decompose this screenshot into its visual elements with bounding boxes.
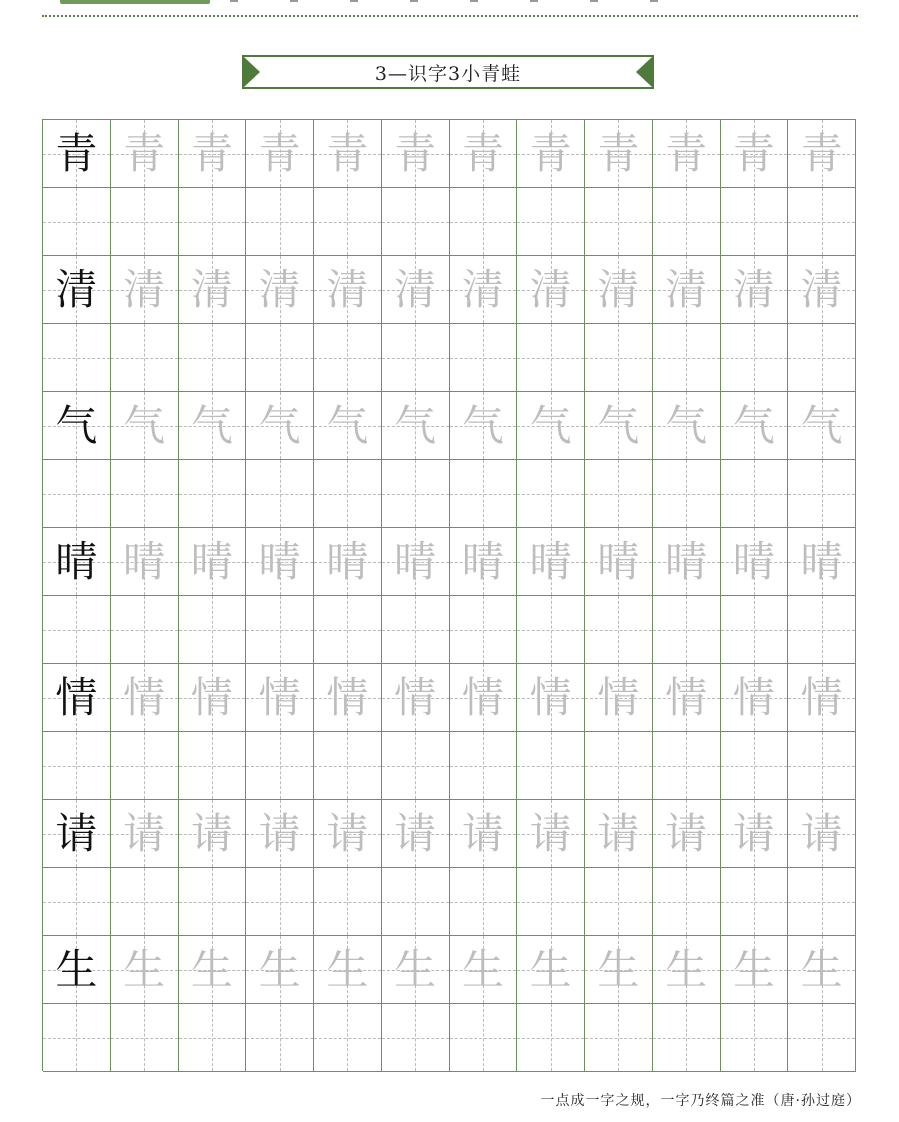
blank-practice-cell[interactable]: [111, 188, 179, 256]
blank-practice-cell[interactable]: [382, 1004, 450, 1072]
tracing-cell[interactable]: [43, 664, 111, 732]
trace-character: 请: [326, 808, 369, 858]
blank-practice-cell[interactable]: [721, 596, 789, 664]
tracing-cell[interactable]: [314, 800, 382, 868]
tracing-cell[interactable]: [246, 120, 314, 188]
blank-practice-cell[interactable]: [721, 460, 789, 528]
tracing-cell[interactable]: [721, 120, 789, 188]
tracing-cell[interactable]: [314, 528, 382, 596]
blank-practice-cell[interactable]: [246, 732, 314, 800]
trace-character: 情: [529, 672, 572, 722]
tracing-cell[interactable]: [450, 256, 518, 324]
trace-character: 清: [529, 264, 572, 314]
tracing-cell[interactable]: [788, 664, 856, 732]
practice-row: [43, 800, 856, 936]
tracing-cell[interactable]: [721, 800, 789, 868]
trace-character: 气: [326, 400, 369, 450]
tracing-cell[interactable]: [788, 120, 856, 188]
trace-character: 晴: [597, 536, 640, 586]
trace-character: 气: [732, 400, 775, 450]
trace-character: 气: [258, 400, 301, 450]
trace-character: 晴: [732, 536, 775, 586]
tracing-cell[interactable]: [653, 120, 721, 188]
blank-practice-cell[interactable]: [111, 324, 179, 392]
tracing-cell[interactable]: [382, 664, 450, 732]
tracing-cell[interactable]: [179, 936, 247, 1004]
trace-character: 晴: [394, 536, 437, 586]
trace-character: 气: [190, 400, 233, 450]
blank-practice-cell[interactable]: [721, 1004, 789, 1072]
blank-practice-cell[interactable]: [517, 1004, 585, 1072]
trace-character: 清: [326, 264, 369, 314]
trace-character: 晴: [461, 536, 504, 586]
trace-character: 清: [732, 264, 775, 314]
tracing-cell[interactable]: [111, 528, 179, 596]
tracing-cell[interactable]: [585, 392, 653, 460]
blank-practice-cell[interactable]: [450, 596, 518, 664]
tracing-cell[interactable]: [653, 800, 721, 868]
trace-character: 气: [123, 400, 166, 450]
blank-practice-cell[interactable]: [585, 1004, 653, 1072]
blank-practice-cell[interactable]: [585, 732, 653, 800]
trace-character: 气: [394, 400, 437, 450]
trace-character: 青: [800, 128, 843, 178]
tracing-cell[interactable]: [246, 800, 314, 868]
tracing-cell[interactable]: [517, 664, 585, 732]
trace-character: 气: [800, 400, 843, 450]
trace-character: 清: [123, 264, 166, 314]
trace-character: 情: [597, 672, 640, 722]
blank-practice-cell[interactable]: [43, 732, 111, 800]
blank-practice-cell[interactable]: [517, 732, 585, 800]
blank-practice-cell[interactable]: [314, 324, 382, 392]
blank-practice-cell[interactable]: [314, 460, 382, 528]
trace-character: 晴: [665, 536, 708, 586]
blank-practice-cell[interactable]: [111, 868, 179, 936]
trace-character: 气: [529, 400, 572, 450]
blank-practice-cell[interactable]: [653, 732, 721, 800]
tracing-cell[interactable]: [43, 120, 111, 188]
trace-character: 情: [326, 672, 369, 722]
tracing-cell[interactable]: [382, 800, 450, 868]
blank-practice-cell[interactable]: [721, 324, 789, 392]
trace-character: 请: [394, 808, 437, 858]
tracing-cell[interactable]: [246, 528, 314, 596]
blank-practice-cell[interactable]: [585, 460, 653, 528]
tracing-cell[interactable]: [517, 800, 585, 868]
blank-practice-cell[interactable]: [179, 324, 247, 392]
trace-character: 晴: [326, 536, 369, 586]
blank-practice-cell[interactable]: [246, 188, 314, 256]
tracing-cell[interactable]: [585, 800, 653, 868]
trace-character: 情: [800, 672, 843, 722]
model-character: 青: [55, 128, 98, 178]
trace-character: 清: [461, 264, 504, 314]
trace-character: 青: [258, 128, 301, 178]
tracing-cell[interactable]: [721, 528, 789, 596]
blank-practice-cell[interactable]: [653, 324, 721, 392]
tracing-cell[interactable]: [721, 664, 789, 732]
blank-practice-cell[interactable]: [585, 324, 653, 392]
tracing-cell[interactable]: [585, 664, 653, 732]
tracing-cell[interactable]: [382, 392, 450, 460]
blank-practice-cell[interactable]: [585, 188, 653, 256]
tracing-cell[interactable]: [314, 120, 382, 188]
blank-practice-cell[interactable]: [314, 1004, 382, 1072]
tracing-cell[interactable]: [788, 528, 856, 596]
tracing-cell[interactable]: [450, 800, 518, 868]
trace-character: 青: [123, 128, 166, 178]
trace-character: 青: [665, 128, 708, 178]
tracing-cell[interactable]: [43, 256, 111, 324]
tracing-cell[interactable]: [653, 528, 721, 596]
trace-character: 情: [258, 672, 301, 722]
tracing-cell[interactable]: [246, 392, 314, 460]
blank-practice-cell[interactable]: [43, 596, 111, 664]
trace-character: 情: [190, 672, 233, 722]
trace-character: 生: [529, 944, 572, 994]
trace-character: 清: [258, 264, 301, 314]
trace-character: 晴: [800, 536, 843, 586]
tracing-cell[interactable]: [585, 528, 653, 596]
trace-character: 清: [394, 264, 437, 314]
blank-practice-cell[interactable]: [179, 596, 247, 664]
tracing-cell[interactable]: [111, 664, 179, 732]
practice-row: [43, 664, 856, 800]
trace-character: 请: [665, 808, 708, 858]
blank-practice-cell[interactable]: [314, 732, 382, 800]
blank-practice-cell[interactable]: [179, 188, 247, 256]
trace-character: 生: [597, 944, 640, 994]
blank-practice-cell[interactable]: [382, 596, 450, 664]
model-character: 清: [55, 264, 98, 314]
blank-practice-cell[interactable]: [450, 1004, 518, 1072]
tracing-cell[interactable]: [179, 392, 247, 460]
tracing-cell[interactable]: [788, 392, 856, 460]
blank-practice-cell[interactable]: [585, 596, 653, 664]
tracing-cell[interactable]: [585, 936, 653, 1004]
blank-practice-cell[interactable]: [517, 868, 585, 936]
blank-practice-cell[interactable]: [246, 460, 314, 528]
tracing-cell[interactable]: [246, 256, 314, 324]
blank-practice-cell[interactable]: [382, 188, 450, 256]
blank-practice-cell[interactable]: [721, 868, 789, 936]
blank-practice-cell[interactable]: [721, 188, 789, 256]
trace-character: 青: [190, 128, 233, 178]
tracing-cell[interactable]: [382, 120, 450, 188]
trace-character: 清: [665, 264, 708, 314]
tracing-cell[interactable]: [653, 936, 721, 1004]
tracing-cell[interactable]: [450, 528, 518, 596]
model-character: 气: [55, 400, 98, 450]
practice-row: [43, 120, 856, 256]
trace-character: 生: [123, 944, 166, 994]
blank-practice-cell[interactable]: [111, 732, 179, 800]
blank-practice-cell[interactable]: [450, 732, 518, 800]
header-tab: [60, 0, 210, 4]
tracing-cell[interactable]: [788, 800, 856, 868]
blank-practice-cell[interactable]: [179, 460, 247, 528]
tracing-cell[interactable]: [517, 936, 585, 1004]
model-character: 情: [55, 672, 98, 722]
blank-practice-cell[interactable]: [653, 188, 721, 256]
tracing-cell[interactable]: [43, 936, 111, 1004]
trace-character: 晴: [123, 536, 166, 586]
tracing-cell[interactable]: [179, 664, 247, 732]
tracing-cell[interactable]: [585, 120, 653, 188]
tracing-cell[interactable]: [382, 936, 450, 1004]
tracing-cell[interactable]: [111, 936, 179, 1004]
blank-practice-cell[interactable]: [382, 324, 450, 392]
trace-character: 生: [394, 944, 437, 994]
trace-character: 清: [800, 264, 843, 314]
blank-practice-cell[interactable]: [653, 1004, 721, 1072]
trace-character: 清: [597, 264, 640, 314]
trace-character: 情: [394, 672, 437, 722]
header-dotted-divider: [42, 15, 858, 17]
tracing-cell[interactable]: [653, 256, 721, 324]
tracing-cell[interactable]: [721, 392, 789, 460]
tracing-cell[interactable]: [517, 528, 585, 596]
blank-practice-cell[interactable]: [517, 324, 585, 392]
tracing-cell[interactable]: [314, 936, 382, 1004]
previous-page-strip: [0, 0, 899, 8]
trace-character: 请: [258, 808, 301, 858]
tracing-cell[interactable]: [111, 392, 179, 460]
blank-practice-cell[interactable]: [450, 188, 518, 256]
tracing-cell[interactable]: [43, 392, 111, 460]
trace-character: 气: [665, 400, 708, 450]
header-text-fragment: [230, 0, 690, 2]
blank-practice-cell[interactable]: [314, 596, 382, 664]
blank-practice-cell[interactable]: [653, 596, 721, 664]
blank-practice-cell[interactable]: [382, 732, 450, 800]
blank-practice-cell[interactable]: [788, 324, 856, 392]
tracing-cell[interactable]: [111, 256, 179, 324]
blank-practice-cell[interactable]: [179, 868, 247, 936]
practice-row: [43, 256, 856, 392]
trace-character: 请: [190, 808, 233, 858]
blank-practice-cell[interactable]: [653, 460, 721, 528]
blank-practice-cell[interactable]: [585, 868, 653, 936]
tracing-cell[interactable]: [179, 120, 247, 188]
practice-grid: [42, 119, 856, 1071]
tracing-cell[interactable]: [450, 936, 518, 1004]
blank-practice-cell[interactable]: [450, 868, 518, 936]
blank-practice-cell[interactable]: [111, 1004, 179, 1072]
tracing-cell[interactable]: [653, 664, 721, 732]
trace-character: 请: [800, 808, 843, 858]
trace-character: 生: [326, 944, 369, 994]
blank-practice-cell[interactable]: [517, 188, 585, 256]
blank-practice-cell[interactable]: [43, 188, 111, 256]
blank-practice-cell[interactable]: [788, 188, 856, 256]
tracing-cell[interactable]: [246, 664, 314, 732]
tracing-cell[interactable]: [721, 256, 789, 324]
tracing-cell[interactable]: [179, 256, 247, 324]
tracing-cell[interactable]: [43, 528, 111, 596]
tracing-cell[interactable]: [721, 936, 789, 1004]
tracing-cell[interactable]: [314, 664, 382, 732]
practice-row: [43, 528, 856, 664]
blank-practice-cell[interactable]: [788, 460, 856, 528]
tracing-cell[interactable]: [179, 528, 247, 596]
tracing-cell[interactable]: [450, 664, 518, 732]
trace-character: 生: [665, 944, 708, 994]
tracing-cell[interactable]: [179, 800, 247, 868]
blank-practice-cell[interactable]: [246, 1004, 314, 1072]
trace-character: 晴: [190, 536, 233, 586]
blank-practice-cell[interactable]: [43, 460, 111, 528]
blank-practice-cell[interactable]: [179, 1004, 247, 1072]
trace-character: 请: [732, 808, 775, 858]
trace-character: 青: [394, 128, 437, 178]
blank-practice-cell[interactable]: [246, 596, 314, 664]
trace-character: 清: [190, 264, 233, 314]
trace-character: 情: [123, 672, 166, 722]
tracing-cell[interactable]: [517, 120, 585, 188]
blank-practice-cell[interactable]: [246, 324, 314, 392]
trace-character: 请: [123, 808, 166, 858]
blank-practice-cell[interactable]: [788, 596, 856, 664]
blank-practice-cell[interactable]: [382, 868, 450, 936]
tracing-cell[interactable]: [450, 120, 518, 188]
trace-character: 请: [597, 808, 640, 858]
trace-character: 生: [461, 944, 504, 994]
trace-character: 气: [461, 400, 504, 450]
trace-character: 晴: [529, 536, 572, 586]
tracing-cell[interactable]: [585, 256, 653, 324]
practice-row: [43, 392, 856, 528]
blank-practice-cell[interactable]: [788, 732, 856, 800]
blank-practice-cell[interactable]: [43, 868, 111, 936]
blank-practice-cell[interactable]: [450, 460, 518, 528]
lesson-title-banner: [242, 55, 654, 89]
trace-character: 气: [597, 400, 640, 450]
tracing-cell[interactable]: [450, 392, 518, 460]
trace-character: 青: [732, 128, 775, 178]
model-character: 生: [55, 944, 98, 994]
blank-practice-cell[interactable]: [111, 460, 179, 528]
trace-character: 情: [461, 672, 504, 722]
tracing-cell[interactable]: [788, 936, 856, 1004]
trace-character: 青: [529, 128, 572, 178]
blank-practice-cell[interactable]: [788, 1004, 856, 1072]
blank-practice-cell[interactable]: [43, 324, 111, 392]
tracing-cell[interactable]: [382, 256, 450, 324]
tracing-cell[interactable]: [653, 392, 721, 460]
trace-character: 请: [529, 808, 572, 858]
trace-character: 青: [597, 128, 640, 178]
trace-character: 情: [665, 672, 708, 722]
blank-practice-cell[interactable]: [314, 868, 382, 936]
trace-character: 青: [461, 128, 504, 178]
trace-character: 生: [258, 944, 301, 994]
blank-practice-cell[interactable]: [450, 324, 518, 392]
trace-character: 请: [461, 808, 504, 858]
trace-character: 晴: [258, 536, 301, 586]
tracing-cell[interactable]: [314, 392, 382, 460]
practice-row: [43, 936, 856, 1072]
tracing-cell[interactable]: [314, 256, 382, 324]
blank-practice-cell[interactable]: [653, 868, 721, 936]
tracing-cell[interactable]: [111, 800, 179, 868]
blank-practice-cell[interactable]: [111, 596, 179, 664]
lesson-title: 3—识字3小青蛙: [374, 62, 522, 85]
blank-practice-cell[interactable]: [314, 188, 382, 256]
tracing-cell[interactable]: [246, 936, 314, 1004]
blank-practice-cell[interactable]: [246, 868, 314, 936]
tracing-cell[interactable]: [517, 392, 585, 460]
tracing-cell[interactable]: [788, 256, 856, 324]
trace-character: 生: [800, 944, 843, 994]
blank-practice-cell[interactable]: [788, 868, 856, 936]
blank-practice-cell[interactable]: [721, 732, 789, 800]
model-character: 请: [55, 808, 98, 858]
blank-practice-cell[interactable]: [43, 1004, 111, 1072]
tracing-cell[interactable]: [517, 256, 585, 324]
model-character: 晴: [55, 536, 98, 586]
trace-character: 生: [190, 944, 233, 994]
tracing-cell[interactable]: [382, 528, 450, 596]
footer-quote: 一点成一字之规，一字乃终篇之准（唐·孙过庭）: [540, 1093, 861, 1109]
blank-practice-cell[interactable]: [382, 460, 450, 528]
trace-character: 生: [732, 944, 775, 994]
blank-practice-cell[interactable]: [517, 460, 585, 528]
tracing-cell[interactable]: [111, 120, 179, 188]
blank-practice-cell[interactable]: [179, 732, 247, 800]
trace-character: 情: [732, 672, 775, 722]
tracing-cell[interactable]: [43, 800, 111, 868]
blank-practice-cell[interactable]: [517, 596, 585, 664]
trace-character: 青: [326, 128, 369, 178]
